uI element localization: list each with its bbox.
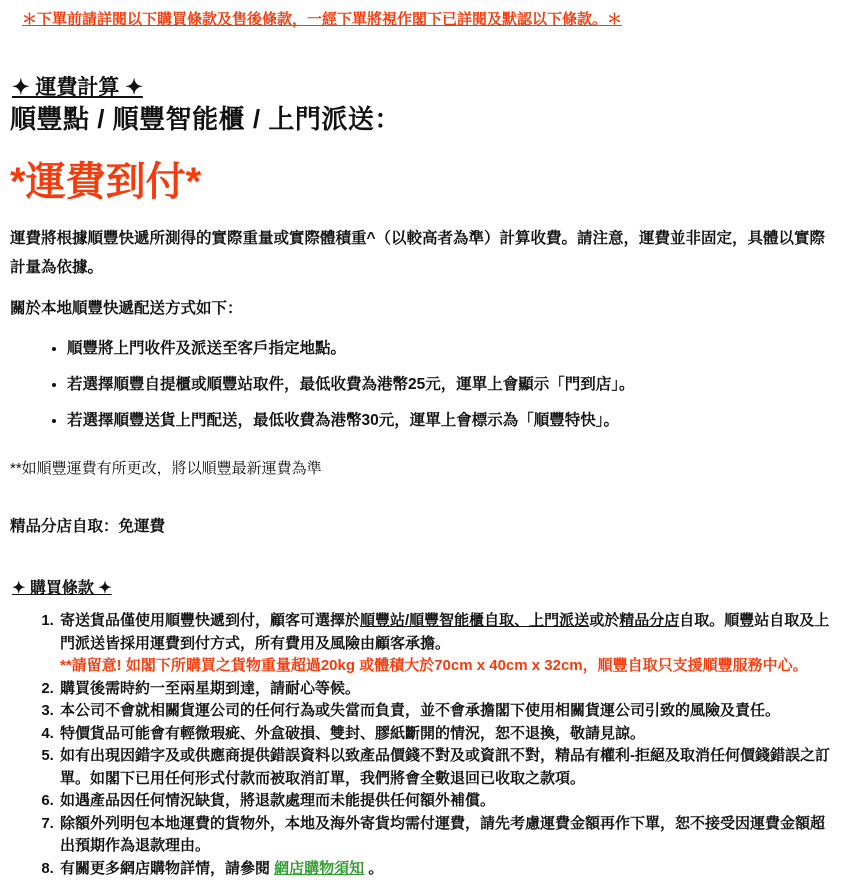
delivery-methods-intro: 關於本地順豐快遞配送方式如下：: [10, 299, 835, 319]
shipping-section-heading: ✦ 運費計算 ✦: [12, 76, 835, 100]
freight-collect-banner: *運費到付*: [10, 160, 835, 204]
term-item-shipping: [58, 610, 835, 678]
term8-text-1: 有關更多網店購物詳情，請參閱: [60, 860, 274, 877]
term-item-discounted-goods: 4. 特價貨品可能會有輕微瑕疵、外盒破損、雙封、膠紙斷開的情況，恕不退換，敬請見諒。: [58, 723, 835, 746]
shipping-fee-paragraph: 運費將根據順豐快遞所測得的實際重量或實際體積重^（以較高者為準）計算收費。請注意，運費並非固定，具體以實際計量為依據。: [10, 224, 835, 282]
term-item-delivery-time: 2. 購買後需時約一至兩星期到達，請耐心等候。: [58, 678, 835, 701]
delivery-method-item: • 若選擇順豐自提櫃或順豐站取件，最低收費為港幣25元，運單上會顯示「門到店」。: [67, 376, 835, 393]
term1-text-1: 寄送貨品僅使用順豐快遞到付，顧客可選擇於: [60, 612, 360, 629]
fee-change-note: **如順豐運費有所更改，將以順豐最新運費為準: [10, 459, 835, 478]
term1-underlined-boutique: 精品分店: [619, 612, 679, 629]
purchase-terms-heading: ✦ 購買條款 ✦: [12, 579, 835, 599]
store-guide-link[interactable]: 網店購物須知: [274, 860, 364, 877]
purchase-terms-list: [10, 610, 835, 880]
term-item-more-info: [58, 858, 835, 880]
term-item-out-of-stock: 6. 如遇產品因任何情況缺貨，將退款處理而未能提供任何額外補償。: [58, 790, 835, 813]
term1-text-3: 自取。順豐站自取及上門派送皆採用運費到付方式，所有費用及風險由顧客承擔。: [60, 612, 829, 652]
term8-text-2: 。: [364, 860, 383, 877]
term-item-shipping-fees: 7. 除額外列明包本地運費的貨物外，本地及海外寄貨均需付運費，請先考慮運費金額再作下單，恕不接受因運費金額超出預期作為退款理由。: [58, 813, 835, 858]
pre-order-notice: ＊下單前請詳閱以下購買條款及售後條款，一經下單將視作閣下已詳閱及默認以下條款。＊: [22, 10, 835, 29]
delivery-method-item: • 順豐將上門收件及派送至客戶指定地點。: [67, 340, 835, 357]
term1-text-2: 或於: [589, 612, 619, 629]
delivery-methods-list: [10, 340, 835, 429]
term1-weight-warning: **請留意! 如閣下所購買之貨物重量超過20kg 或體積大於70cm x 40cm x 32cm，順豐自取只支援順豐服務中心。: [60, 655, 835, 678]
term-item-courier-liability: 3. 本公司不會就相關貨運公司的任何行為或失當而負責，並不會承擔閣下使用相關貨運公司引致的風險及責任。: [58, 700, 835, 723]
store-pickup-note: 精品分店自取：免運費: [10, 517, 835, 536]
sf-delivery-subheading: 順豐點 / 順豐智能櫃 / 上門派送：: [10, 104, 835, 134]
term1-underlined-pickup-options: 順豐站/順豐智能櫃自取、上門派送: [360, 612, 589, 629]
delivery-method-item: • 若選擇順豐送貨上門配送，最低收費為港幣30元，運單上會標示為「順豐特快」。: [67, 412, 835, 429]
term-item-price-errors: 5. 如有出現因錯字及或供應商提供錯誤資料以致產品價錢不對及或資訊不對，精品有權利-拒絕及取消任何價錢錯誤之訂單。如閣下已用任何形式付款而被取消訂單，我們將會全數退回已收取之款項。: [58, 745, 835, 790]
